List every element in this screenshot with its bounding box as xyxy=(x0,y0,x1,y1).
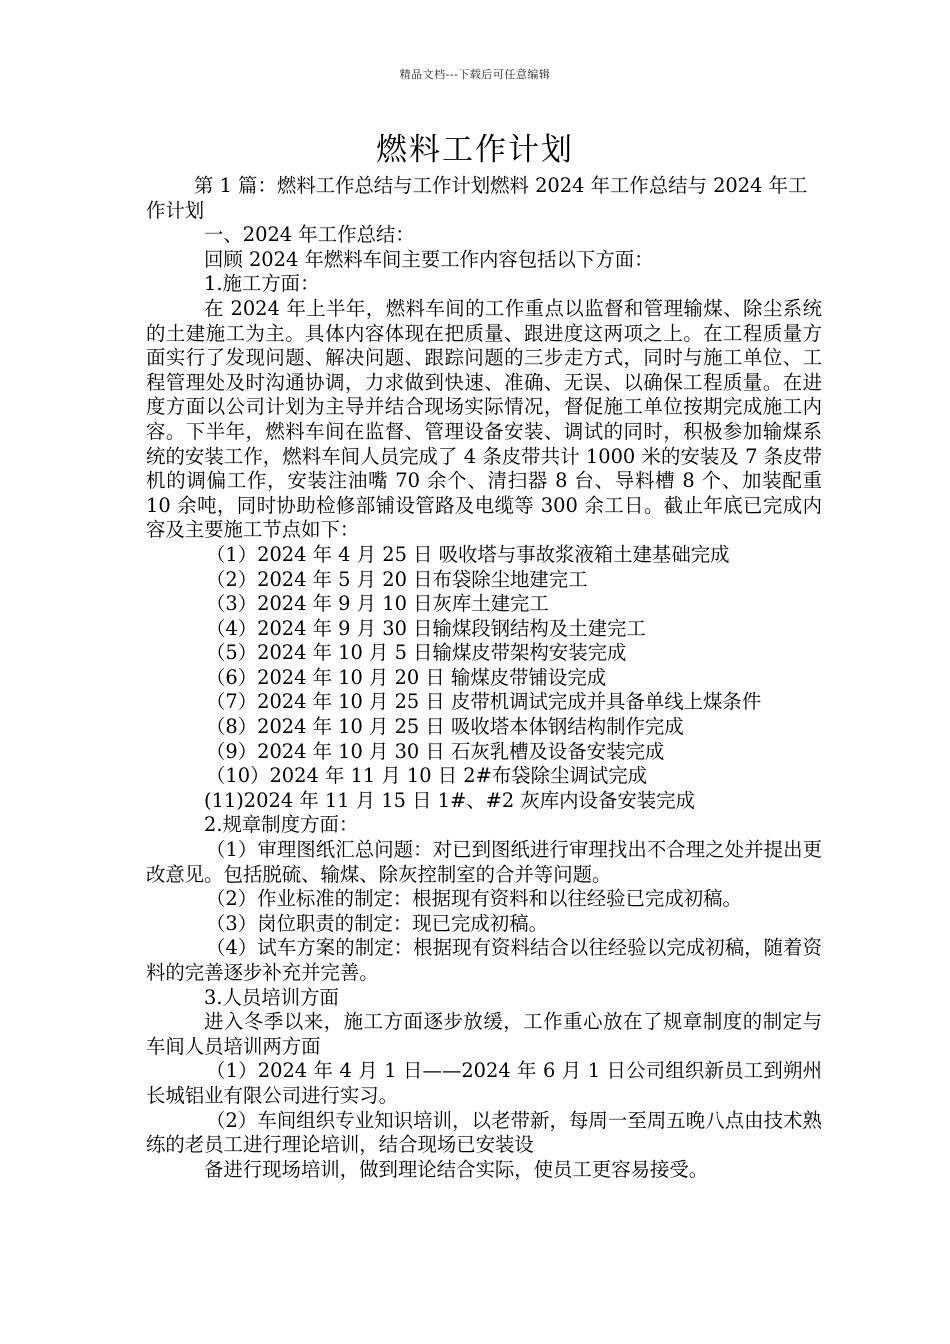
subheading-regulations: 2.规章制度方面： xyxy=(204,813,359,837)
list-item-milestone: （4）2024 年 9 月 30 日输煤段钢结构及土建完工 xyxy=(206,616,646,640)
list-item-milestone: （6）2024 年 10 月 20 日 输煤皮带铺设完成 xyxy=(206,665,607,689)
paragraph-intro: 第 1 篇：燃料工作总结与工作计划燃料 2024 年工作总结与 2024 年工作计划 xyxy=(146,174,808,222)
paragraph-training-continued: 备进行现场培训，做到理论结合实际，使员工更容易接受。 xyxy=(204,1157,709,1181)
list-item-regulation: （3）岗位职责的制定：现已完成初稿。 xyxy=(206,911,548,935)
list-item-milestone: （5）2024 年 10 月 5 日输煤皮带架构安装完成 xyxy=(206,641,627,665)
list-item-milestone: (11)2024 年 11 月 15 日 1#、#2 灰库内设备安装完成 xyxy=(204,788,695,812)
list-item-milestone: （8）2024 年 10 月 25 日 吸收塔本体钢结构制作完成 xyxy=(206,715,684,739)
subheading-construction: 1.施工方面： xyxy=(204,272,320,296)
page-header: 精品文档---下载后可任意编辑 xyxy=(399,68,551,81)
list-item-milestone: （7）2024 年 10 月 25 日 皮带机调试完成并具备单线上煤条件 xyxy=(206,690,762,714)
list-item-regulation: （2）作业标准的制定：根据现有资料和以往经验已完成初稿。 xyxy=(206,887,742,911)
paragraph-training: 进入冬季以来，施工方面逐步放缓，工作重心放在了规章制度的制定与车间人员培训两方面 xyxy=(146,1010,822,1058)
document-title: 燃料工作计划 xyxy=(376,132,574,168)
list-item-milestone: （10）2024 年 11 月 10 日 2#布袋除尘调试完成 xyxy=(206,764,648,788)
list-item-milestone: （9）2024 年 10 月 30 日 石灰乳槽及设备安装完成 xyxy=(206,739,665,763)
list-item-regulation: （1）审理图纸汇总问题：对已到图纸进行审理找出不合理之处并提出更改意见。包括脱硫、输煤、除灰控制室的合并等问题。 xyxy=(146,838,822,886)
paragraph-review: 回顾 2024 年燃料车间主要工作内容包括以下方面： xyxy=(204,247,654,271)
section-heading-summary: 一、2024 年工作总结： xyxy=(204,223,415,247)
list-item-training: （1）2024 年 4 月 1 日——2024 年 6 月 1 日公司组织新员工到朔州长城铝业有限公司进行实习。 xyxy=(146,1059,822,1107)
document-body xyxy=(146,174,822,1182)
list-item-training: （2）车间组织专业知识培训，以老带新，每周一至周五晚八点由技术熟练的老员工进行理论培训，结合现场已安装设 xyxy=(146,1108,822,1157)
list-item-milestone: （3）2024 年 9 月 10 日灰库土建完工 xyxy=(206,592,549,616)
list-item-regulation: （4）试车方案的制定：根据现有资料结合以往经验以完成初稿，随着资料的完善逐步补充并完善。 xyxy=(146,936,822,984)
list-item-milestone: （1）2024 年 4 月 25 日 吸收塔与事故浆液箱土建基础完成 xyxy=(206,542,730,566)
list-item-milestone: （2）2024 年 5 月 20 日布袋除尘地建完工 xyxy=(206,567,588,591)
subheading-training: 3.人员培训方面 xyxy=(204,985,339,1009)
paragraph-construction: 在 2024 年上半年，燃料车间的工作重点以监督和管理输煤、除尘系统的土建施工为主。具体内容体现在把质量、跟进度这两项之上。在工程质量方面实行了发现问题、解决问题、跟踪问题的三步走方式，同时与施工单位、工程管理处及时沟通协调，力求做到快速、准确、无误、以确保工程质量。在进度方面以公司计划为主导并结合现场实际情况，督促施工单位按期完成施工内容。下半年，燃料车间在监督、管理设备安装、调试的同时，积极参加输煤系统的安装工作，燃料车间人员完成了 4 条皮带共计 1000 米的安装及 7 条皮带机的调偏工作，安装注油嘴 70 余个、清扫器 8 台、导料槽 8 个、加装配重 10 余吨，同时协助检修部铺设管路及电缆等 300 余工日。截止年底已完成内容及主要施工节点如下： xyxy=(146,296,822,542)
